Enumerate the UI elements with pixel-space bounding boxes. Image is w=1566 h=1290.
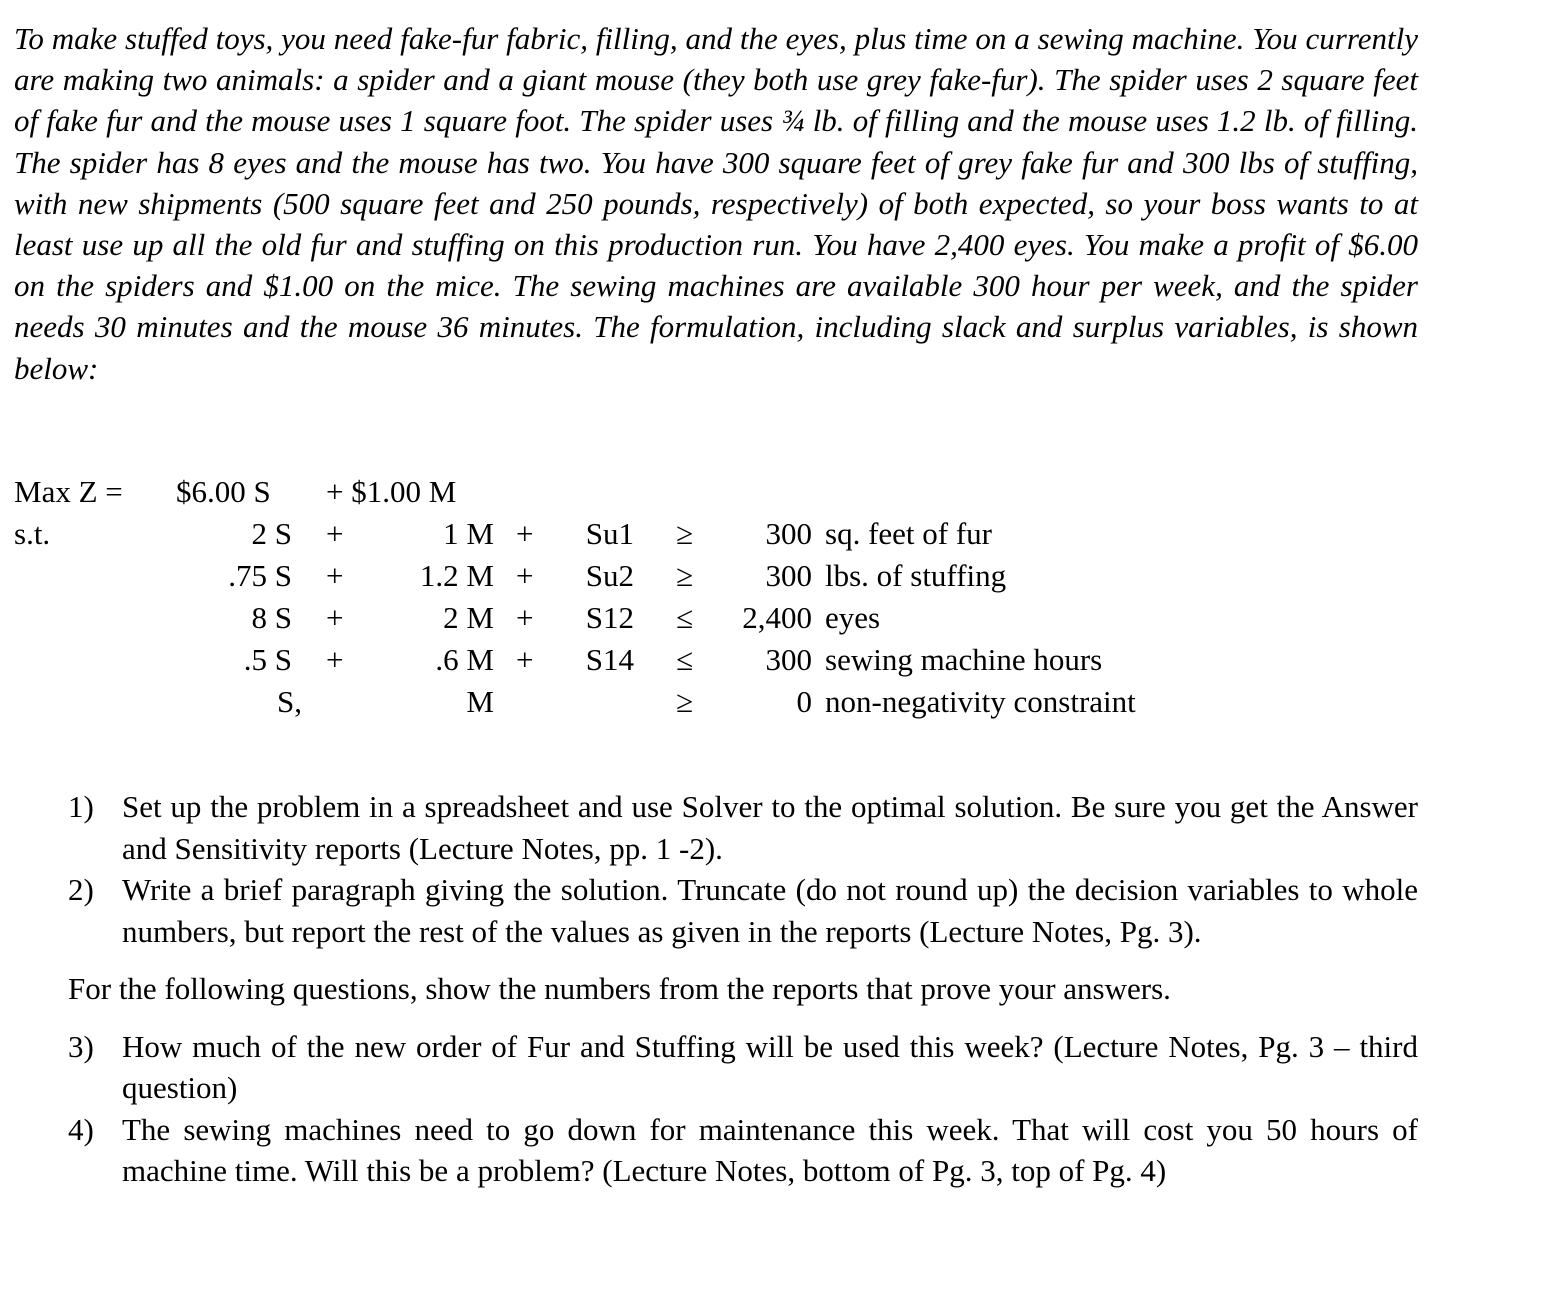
question-number: 2)	[68, 872, 94, 907]
constraint-nonneg-mouse: M	[466, 684, 494, 719]
lp-formulation	[0, 470, 1300, 730]
objective-label: Max Z =	[14, 474, 123, 509]
constraint-fur-rhs: 300	[765, 516, 812, 551]
constraint-fur-op: ≥	[676, 516, 694, 551]
objective-spider-term: $6.00 S	[176, 474, 271, 509]
constraint-fur-spider-coef: 2 S	[251, 516, 292, 551]
constraint-sewing-desc: sewing machine hours	[825, 642, 1103, 677]
constraint-eyes-plus: +	[326, 600, 344, 635]
constraint-stuffing-spider-coef: .75 S	[228, 558, 292, 593]
question-number: 4)	[68, 1111, 94, 1147]
constraint-sewing-rhs: 300	[765, 642, 812, 677]
question-text: Set up the problem in a spreadsheet and use Solver to the optimal solution. Be sure you get the Answer and Sensitivity reports (Lecture Notes, pp. 1 -2).	[122, 789, 1418, 866]
question-item	[68, 869, 1418, 952]
question-text: The sewing machines need to go down for maintenance this week. That will cost you 50 hours of machine time. Will this be a problem? (Lecture Notes, bottom of Pg. 3, top of Pg. 4)	[122, 1111, 1418, 1188]
constraint-fur-var: Su1	[585, 516, 634, 551]
constraint-stuffing-plus: +	[326, 558, 344, 593]
constraint-stuffing-rhs: 300	[765, 558, 812, 593]
constraint-stuffing-mouse-coef: 1.2 M	[419, 558, 494, 593]
question-text: How much of the new order of Fur and Stuffing will be used this week? (Lecture Notes, Pg. 3 – third question)	[122, 1028, 1418, 1105]
objective-mouse-term: + $1.00 M	[326, 474, 457, 509]
constraint-fur-desc: sq. feet of fur	[825, 516, 992, 551]
constraint-sewing-plus: +	[326, 642, 344, 677]
question-item	[68, 786, 1418, 869]
constraint-sewing-mouse-coef: .6 M	[435, 642, 494, 677]
constraint-sewing-op: ≤	[676, 642, 694, 677]
constraint-fur-plus: +	[326, 516, 344, 551]
constraint-stuffing-desc: lbs. of stuffing	[825, 558, 1007, 593]
constraint-fur-mouse-coef: 1 M	[443, 516, 494, 551]
question-text: Write a brief paragraph giving the solution. Truncate (do not round up) the decision variables to whole numbers, but report the rest of the values as given in the reports (Lecture Notes, Pg. 3).	[122, 872, 1418, 949]
constraint-stuffing-var: Su2	[585, 558, 634, 593]
constraint-eyes-rhs: 2,400	[742, 600, 812, 635]
question-item	[68, 1109, 1418, 1192]
constraint-nonneg-desc: non-negativity constraint	[825, 684, 1136, 719]
constraint-eyes-desc: eyes	[825, 600, 881, 635]
constraint-nonneg-op: ≥	[676, 684, 694, 719]
subject-to-label: s.t.	[14, 516, 51, 551]
constraint-eyes-var: S12	[585, 600, 634, 635]
instruction-note: For the following questions, show the numbers from the reports that prove your answers.	[68, 971, 1171, 1006]
constraint-sewing-var: S14	[585, 642, 634, 677]
question-number: 1)	[68, 789, 94, 824]
constraint-stuffing-plus-2: +	[516, 558, 534, 593]
constraint-sewing-spider-coef: .5 S	[243, 642, 292, 677]
question-list	[68, 786, 1418, 1192]
constraint-nonneg-rhs: 0	[796, 684, 812, 719]
constraint-sewing-plus-2: +	[516, 642, 534, 677]
constraint-eyes-op: ≤	[676, 600, 694, 635]
constraint-eyes-mouse-coef: 2 M	[443, 600, 494, 635]
question-item	[68, 1026, 1418, 1109]
constraint-eyes-plus-2: +	[516, 600, 534, 635]
constraint-fur-plus-2: +	[516, 516, 534, 551]
constraint-stuffing-op: ≥	[676, 558, 694, 593]
constraint-eyes-spider-coef: 8 S	[251, 600, 292, 635]
constraint-nonneg-spider: S,	[277, 684, 302, 719]
problem-statement: To make stuffed toys, you need fake-fur fabric, filling, and the eyes, plus time on a sewing machine. You currently are making two animals: a spider and a giant mouse (they both use grey fake-fur). The spider uses 2 square feet of fake fur and the mouse uses 1 square foot. The spider uses ¾ lb. of filling and the mouse uses 1.2 lb. of filling. The spider has 8 eyes and the mouse has two. You have 300 square feet of grey fake fur and 300 lbs of stuffing, with new shipments (500 square feet and 250 pounds, respectively) of both expected, so your boss wants to at least use up all the old fur and stuffing on this production run. You have 2,400 eyes. You make a profit of $6.00 on the spiders and $1.00 on the mice. The sewing machines are available 300 hour per week, and the spider needs 30 minutes and the mouse 36 minutes. The formulation, including slack and surplus variables, is shown below:	[14, 21, 1418, 386]
question-number: 3)	[68, 1028, 94, 1064]
